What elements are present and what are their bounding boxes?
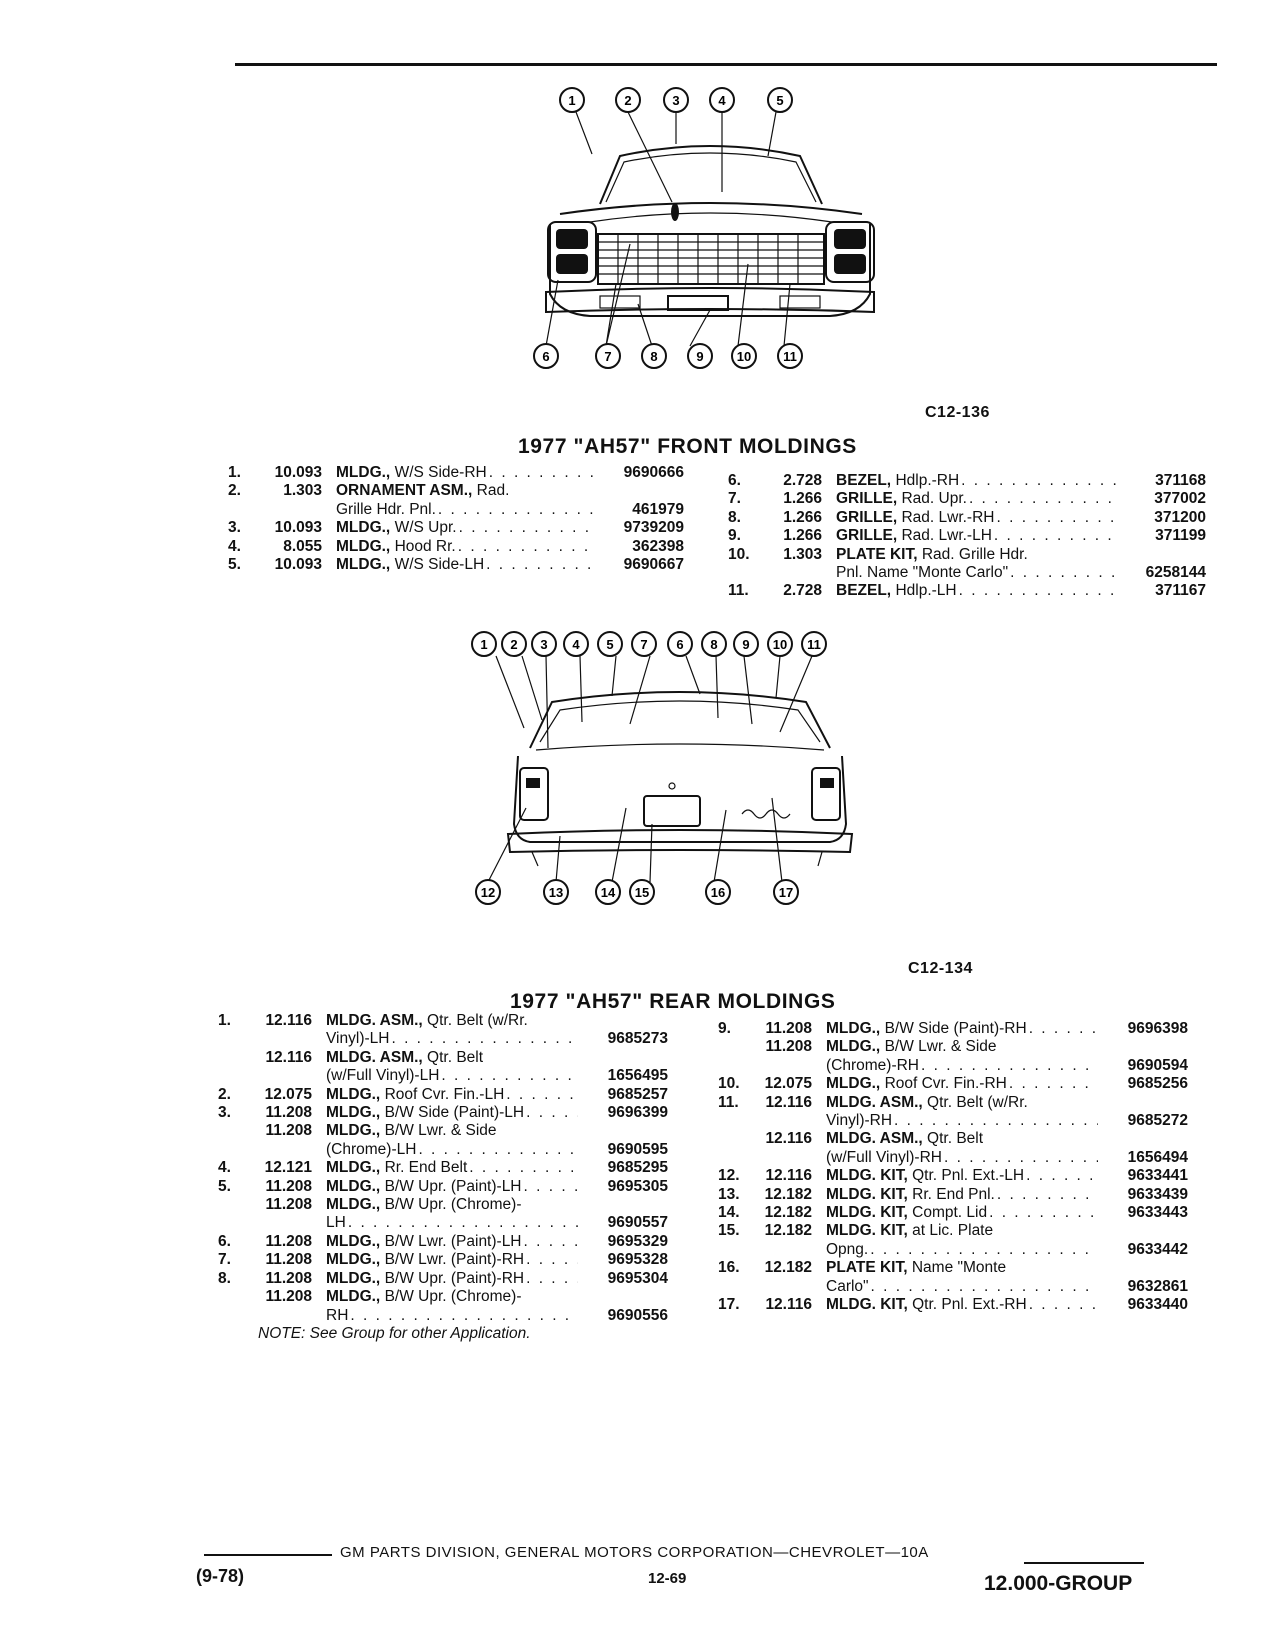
rear-left-row-6: 6. 11.208 MLDG., B/W Lwr. (Paint)-LH . . . 9695329 (218, 1233, 668, 1251)
rear-left-row-5c: LH . . . 9690557 (218, 1214, 668, 1232)
rear-section-title: 1977 "AH57" REAR MOLDINGS (510, 990, 836, 1013)
rear-callout-13 (544, 880, 568, 904)
front-callout-4 (710, 88, 734, 112)
rear-callout-16 (706, 880, 730, 904)
rear-left-row-8c: RH . . . 9690556 (218, 1307, 668, 1325)
svg-text:9: 9 (696, 349, 704, 364)
rear-left-row-8b: 11.208 MLDG., B/W Upr. (Chrome)- (265, 1288, 522, 1306)
rear-callout-5 (598, 632, 622, 656)
rear-callout-12 (476, 880, 500, 904)
rear-left-row-1: 1. 12.116 MLDG. ASM., Qtr. Belt (w/Rr. (218, 1012, 528, 1029)
svg-text:15: 15 (634, 885, 650, 900)
rear-right-row-9b: 11.208 MLDG., B/W Lwr. & Side (765, 1038, 997, 1056)
rear-callout-11 (802, 632, 826, 656)
rear-left-row-3b: 11.208 MLDG., B/W Lwr. & Side (265, 1122, 497, 1140)
front-callout-7 (596, 344, 620, 368)
front-callout-9 (688, 344, 712, 368)
front-callout-6 (534, 344, 558, 368)
svg-text:11: 11 (807, 637, 821, 652)
front-right-row-9: 9. 1.266 GRILLE, Rad. Lwr.-LH . . . 371199 (728, 527, 1206, 545)
svg-text:6: 6 (676, 637, 684, 652)
rear-left-row-8: 8. 11.208 MLDG., B/W Upr. (Paint)-RH . . . 9695304 (218, 1270, 668, 1288)
rear-right-row-16b: Carlo" . . . 9632861 (718, 1278, 1188, 1296)
rear-callout-9 (734, 632, 758, 656)
rear-right-row-9: 9. 11.208 MLDG., B/W Side (Paint)-RH . . . 9696398 (718, 1020, 1188, 1038)
svg-text:2: 2 (510, 637, 518, 652)
rear-left-row-1b: Vinyl)-LH . . . 9685273 (218, 1030, 668, 1048)
footer-date-code: (9-78) (196, 1566, 245, 1586)
rear-callout-7 (632, 632, 656, 656)
rear-left-row-2: 2. 12.075 MLDG., Roof Cvr. Fin.-LH . . . 9685257 (218, 1086, 668, 1104)
svg-text:16: 16 (710, 885, 726, 900)
rear-left-row-3: 3. 11.208 MLDG., B/W Side (Paint)-LH . . . 9696399 (218, 1104, 668, 1122)
rear-right-row-12: 12. 12.116 MLDG. KIT, Qtr. Pnl. Ext.-LH . . . 9633441 (718, 1167, 1188, 1185)
svg-text:7: 7 (640, 637, 648, 652)
front-left-row-1: 1. 10.093 MLDG., W/S Side-RH . . . 9690666 (228, 464, 684, 482)
svg-text:10: 10 (736, 349, 752, 364)
rear-parts-left (218, 1012, 668, 1343)
top-rule (235, 63, 1217, 66)
front-right-row-7: 7. 1.266 GRILLE, Rad. Upr. . . . 377002 (728, 490, 1206, 508)
svg-text:8: 8 (710, 637, 718, 652)
rear-right-row-11b: Vinyl)-RH . . . 9685272 (718, 1112, 1188, 1130)
rear-moldings-illustration (480, 628, 880, 938)
rear-right-row-9c: (Chrome)-RH . . . 9690594 (718, 1057, 1188, 1075)
rear-left-row-1c: 12.116 MLDG. ASM., Qtr. Belt (265, 1048, 484, 1066)
front-callout-10 (732, 344, 756, 368)
front-left-row-2: 2. 1.303 ORNAMENT ASM., Rad. (228, 482, 510, 500)
rear-right-row-17: 17. 12.116 MLDG. KIT, Qtr. Pnl. Ext.-RH . . . 9633440 (718, 1296, 1188, 1314)
rear-right-row-16: 16. 12.182 PLATE KIT, Name "Monte (718, 1259, 1007, 1277)
front-callout-3 (664, 88, 688, 112)
footer-division: GM PARTS DIVISION, GENERAL MOTORS CORPORATION—CHEVROLET—10A (340, 1544, 929, 1561)
front-section-title: 1977 "AH57" FRONT MOLDINGS (518, 435, 857, 458)
rear-parts-right (718, 1020, 1188, 1315)
front-right-row-8: 8. 1.266 GRILLE, Rad. Lwr.-RH . . . 371200 (728, 509, 1206, 527)
front-callout-11 (778, 344, 802, 368)
front-left-row-4: 4. 8.055 MLDG., Hood Rr. . . . 362398 (228, 538, 684, 556)
front-callout-5 (768, 88, 792, 112)
svg-text:6: 6 (542, 349, 550, 364)
rear-right-row-10: 10. 12.075 MLDG., Roof Cvr. Fin.-RH . . . 9685256 (718, 1075, 1188, 1093)
footer-rule-left (204, 1554, 332, 1556)
rear-right-row-13: 13. 12.182 MLDG. KIT, Rr. End Pnl. . . . 9633439 (718, 1186, 1188, 1204)
svg-text:4: 4 (718, 93, 726, 108)
rear-right-row-11c: 12.116 MLDG. ASM., Qtr. Belt (765, 1130, 984, 1148)
svg-text:17: 17 (778, 885, 794, 900)
front-right-row-6: 6. 2.728 BEZEL, Hdlp.-RH . . . 371168 (728, 472, 1206, 490)
svg-text:13: 13 (548, 885, 564, 900)
rear-callout-3 (532, 632, 556, 656)
rear-right-row-11d: (w/Full Vinyl)-RH . . . 1656494 (718, 1149, 1188, 1167)
front-callout-1 (560, 88, 584, 112)
svg-text:12: 12 (480, 885, 496, 900)
front-callouts-bottom (534, 344, 802, 368)
rear-callout-6 (668, 632, 692, 656)
svg-text:1: 1 (568, 93, 576, 108)
rear-left-row-5b: 11.208 MLDG., B/W Upr. (Chrome)- (265, 1196, 522, 1214)
rear-right-row-15b: Opng. . . . 9633442 (718, 1241, 1188, 1259)
rear-figure-id: C12-134 (908, 960, 973, 977)
rear-callout-1 (472, 632, 496, 656)
footer-group: 12.000-GROUP (984, 1572, 1133, 1595)
rear-callout-10 (768, 632, 792, 656)
svg-text:4: 4 (572, 637, 580, 652)
front-callout-2 (616, 88, 640, 112)
front-left-row-3: 3. 10.093 MLDG., W/S Upr. . . . 9739209 (228, 519, 684, 537)
rear-left-row-5: 5. 11.208 MLDG., B/W Upr. (Paint)-LH . . . 9695305 (218, 1178, 668, 1196)
svg-text:5: 5 (776, 93, 784, 108)
front-parts-right (728, 472, 1206, 601)
svg-text:8: 8 (650, 349, 658, 364)
rear-callout-14 (596, 880, 620, 904)
front-right-row-10: 10. 1.303 PLATE KIT, Rad. Grille Hdr. (728, 545, 1028, 563)
front-callout-8 (642, 344, 666, 368)
front-figure-id: C12-136 (925, 404, 990, 421)
rear-left-row-1d: (w/Full Vinyl)-LH . . . 1656495 (218, 1067, 668, 1085)
svg-text:7: 7 (604, 349, 612, 364)
footer-rule-right (1024, 1562, 1144, 1564)
rear-left-row-4: 4. 12.121 MLDG., Rr. End Belt . . . 9685295 (218, 1159, 668, 1177)
rear-note: NOTE: See Group for other Application. (258, 1324, 531, 1342)
svg-text:10: 10 (772, 637, 788, 652)
rear-left-row-3c: (Chrome)-LH . . . 9690595 (218, 1141, 668, 1159)
rear-callout-15 (630, 880, 654, 904)
front-right-row-10b: Pnl. Name "Monte Carlo" . . . 6258144 (728, 564, 1206, 582)
svg-text:3: 3 (672, 93, 680, 108)
front-callouts-top (560, 88, 792, 112)
rear-right-row-14: 14. 12.182 MLDG. KIT, Compt. Lid . . . 9633443 (718, 1204, 1188, 1222)
rear-callout-4 (564, 632, 588, 656)
rear-callout-17 (774, 880, 798, 904)
front-parts-left (228, 464, 684, 574)
front-left-row-5: 5. 10.093 MLDG., W/S Side-LH . . . 9690667 (228, 556, 684, 574)
rear-callout-2 (502, 632, 526, 656)
rear-callouts-top (472, 632, 826, 656)
front-moldings-illustration (540, 84, 880, 394)
svg-text:11: 11 (783, 349, 797, 364)
footer-page-number: 12-69 (648, 1570, 687, 1587)
front-right-row-11: 11. 2.728 BEZEL, Hdlp.-LH . . . 371167 (728, 582, 1206, 600)
svg-text:5: 5 (606, 637, 614, 652)
svg-text:2: 2 (624, 93, 632, 108)
rear-callout-8 (702, 632, 726, 656)
rear-right-row-11: 11. 12.116 MLDG. ASM., Qtr. Belt (w/Rr. (718, 1093, 1028, 1111)
svg-text:14: 14 (600, 885, 616, 900)
svg-text:1: 1 (480, 637, 488, 652)
svg-text:3: 3 (540, 637, 548, 652)
svg-text:9: 9 (742, 637, 750, 652)
rear-callouts-bottom (476, 880, 798, 904)
front-left-row-2b: Grille Hdr. Pnl. . . . 461979 (228, 501, 684, 519)
rear-right-row-15: 15. 12.182 MLDG. KIT, at Lic. Plate (718, 1222, 994, 1240)
rear-left-row-7: 7. 11.208 MLDG., B/W Lwr. (Paint)-RH . . . 9695328 (218, 1251, 668, 1269)
